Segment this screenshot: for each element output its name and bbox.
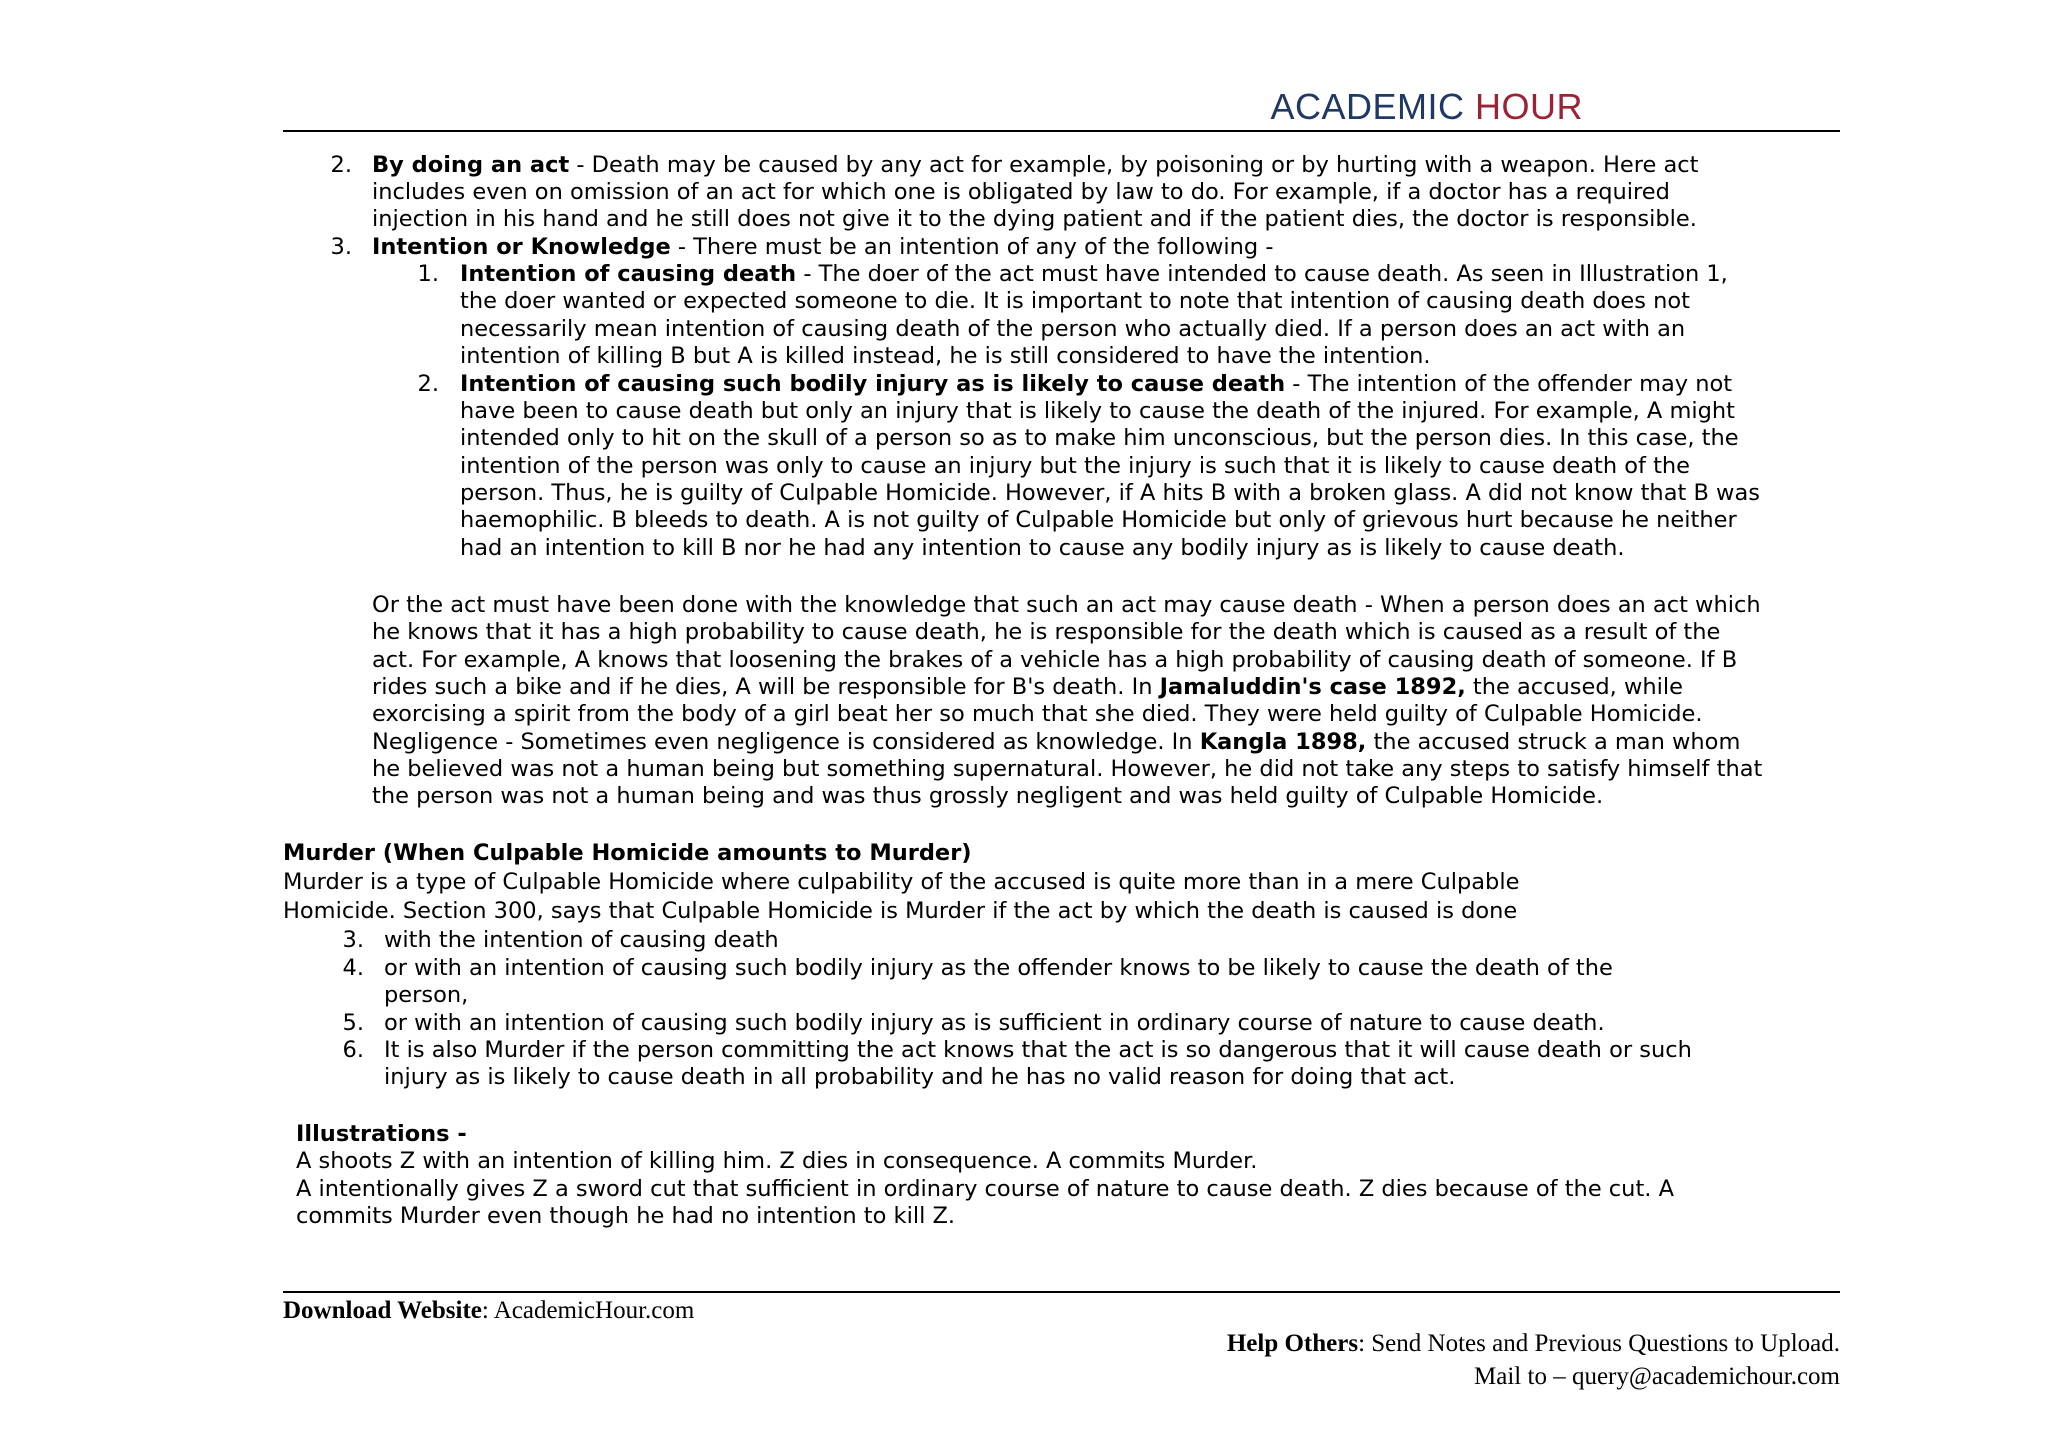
list-number: 4. (342, 955, 364, 981)
text-span: - The intention of the offender may not (1285, 371, 1733, 397)
text-line: the person was not a human being and was thus grossly negligent and was held guilty of Culpable Homicide. (372, 783, 1604, 809)
text-line: Murder is a type of Culpable Homicide where culpability of the accused is quite more than in a mere Culpable (283, 869, 1520, 895)
text-line: person, (384, 982, 469, 1008)
list-item-text (460, 261, 1728, 288)
footer-mail[interactable]: Mail to – query@academichour.com (1474, 1363, 1840, 1390)
text-line: necessarily mean intention of causing death of the person who actually died. If a person does an act with an (460, 316, 1686, 342)
list-number: 3. (330, 234, 352, 260)
brand-part-hour: HOUR (1475, 86, 1583, 127)
brand-part-academic: ACADEMIC (1270, 86, 1465, 127)
text-line: Homicide. Section 300, says that Culpable Homicide is Murder if the act by which the death is caused is done (283, 898, 1518, 924)
text-line: intention of killing B but A is killed instead, he is still considered to have the intention. (460, 343, 1431, 369)
download-label: Download Website (283, 1297, 482, 1324)
list-number: 1. (417, 261, 439, 287)
text-span: - Death may be caused by any act for example, by poisoning or by hurting with a weapon. Here act (569, 152, 1699, 178)
case-name: Jamaluddin's case 1892, (1159, 674, 1466, 700)
list-item-text (372, 234, 1274, 261)
text-line: intended only to hit on the skull of a person so as to make him unconscious, but the person dies. In this case, the (460, 425, 1739, 451)
list-item-text: with the intention of causing death (384, 927, 779, 953)
list-item-text (460, 371, 1732, 398)
list-item-title: Intention of causing death (460, 261, 797, 287)
text-line: exorcising a spirit from the body of a girl beat her so much that she died. They were held guilty of Culpable Homicide. (372, 701, 1703, 727)
list-item-text: or with an intention of causing such bodily injury as the offender knows to be likely to cause the death of the (384, 955, 1613, 981)
text-line: person. Thus, he is guilty of Culpable Homicide. However, if A hits B with a broken glass. A did not know that B was (460, 480, 1760, 506)
footer-divider (283, 1291, 1840, 1293)
text-line: commits Murder even though he had no intention to kill Z. (296, 1203, 956, 1229)
download-website-link[interactable]: : AcademicHour.com (481, 1297, 695, 1324)
text-line: act. For example, A knows that loosening the brakes of a vehicle has a high probability of causing death of someone. If B (372, 647, 1738, 673)
text-line: includes even on omission of an act for which one is obligated by law to do. For example, if a doctor has a required (372, 179, 1670, 205)
text-line: haemophilic. B bleeds to death. A is not guilty of Culpable Homicide but only of grievous hurt because he neither (460, 507, 1737, 533)
text-line: injury as is likely to cause death in all probability and he has no valid reason for doing that act. (384, 1064, 1456, 1090)
text-span: Negligence - Sometimes even negligence is considered as knowledge. In (372, 729, 1200, 755)
help-label: Help Others (1226, 1330, 1359, 1357)
footer-download (283, 1297, 694, 1325)
case-name: Kangla 1898, (1199, 729, 1367, 755)
text-line: A intentionally gives Z a sword cut that sufficient in ordinary course of nature to cause death. Z dies because of the cut. A (296, 1176, 1674, 1202)
text-line: have been to cause death but only an injury that is likely to cause the death of the injured. For example, A might (460, 398, 1735, 424)
list-number: 6. (342, 1037, 364, 1063)
text-line (372, 674, 1683, 701)
list-number: 3. (342, 927, 364, 953)
list-number: 2. (417, 371, 439, 397)
text-span: the accused, while (1465, 674, 1683, 700)
header-divider (283, 130, 1840, 132)
list-item-title: Intention or Knowledge (372, 234, 671, 260)
text-line: had an intention to kill B nor he had any intention to cause any bodily injury as is likely to cause death. (460, 535, 1625, 561)
list-item-text: It is also Murder if the person committing the act knows that the act is so dangerous that it will cause death or such (384, 1037, 1692, 1063)
footer-help (1227, 1330, 1840, 1358)
text-line: the doer wanted or expected someone to die. It is important to note that intention of causing death does not (460, 288, 1690, 314)
text-line (372, 729, 1740, 756)
list-item-text (372, 152, 1699, 179)
list-item-text: or with an intention of causing such bodily injury as is sufficient in ordinary course of nature to cause death. (384, 1010, 1605, 1036)
text-span: - The doer of the act must have intended to cause death. As seen in Illustration 1, (796, 261, 1728, 287)
list-item-title: Intention of causing such bodily injury as is likely to cause death (460, 371, 1286, 397)
section-heading: Murder (When Culpable Homicide amounts to Murder) (283, 840, 972, 866)
text-line: intention of the person was only to cause an injury but the injury is such that it is likely to cause death of the (460, 453, 1691, 479)
list-item-title: By doing an act (372, 152, 570, 178)
text-span: - There must be an intention of any of the following - (670, 234, 1274, 260)
brand-logo (1270, 86, 1583, 128)
text-span: rides such a bike and if he dies, A will be responsible for B's death. In (372, 674, 1160, 700)
illustrations-heading: Illustrations - (296, 1121, 467, 1147)
text-line: he believed was not a human being but something supernatural. However, he did not take any steps to satisfy himself that (372, 756, 1763, 782)
list-number: 2. (330, 152, 352, 178)
help-text: : Send Notes and Previous Questions to Upload. (1358, 1330, 1840, 1357)
text-line: injection in his hand and he still does not give it to the dying patient and if the patient dies, the doctor is responsible. (372, 206, 1697, 232)
list-number: 5. (342, 1010, 364, 1036)
text-line: Or the act must have been done with the knowledge that such an act may cause death - When a person does an act which (372, 592, 1761, 618)
text-line: A shoots Z with an intention of killing him. Z dies in consequence. A commits Murder. (296, 1148, 1258, 1174)
text-span: the accused struck a man whom (1366, 729, 1741, 755)
text-line: he knows that it has a high probability to cause death, he is responsible for the death which is caused as a result of the (372, 619, 1721, 645)
